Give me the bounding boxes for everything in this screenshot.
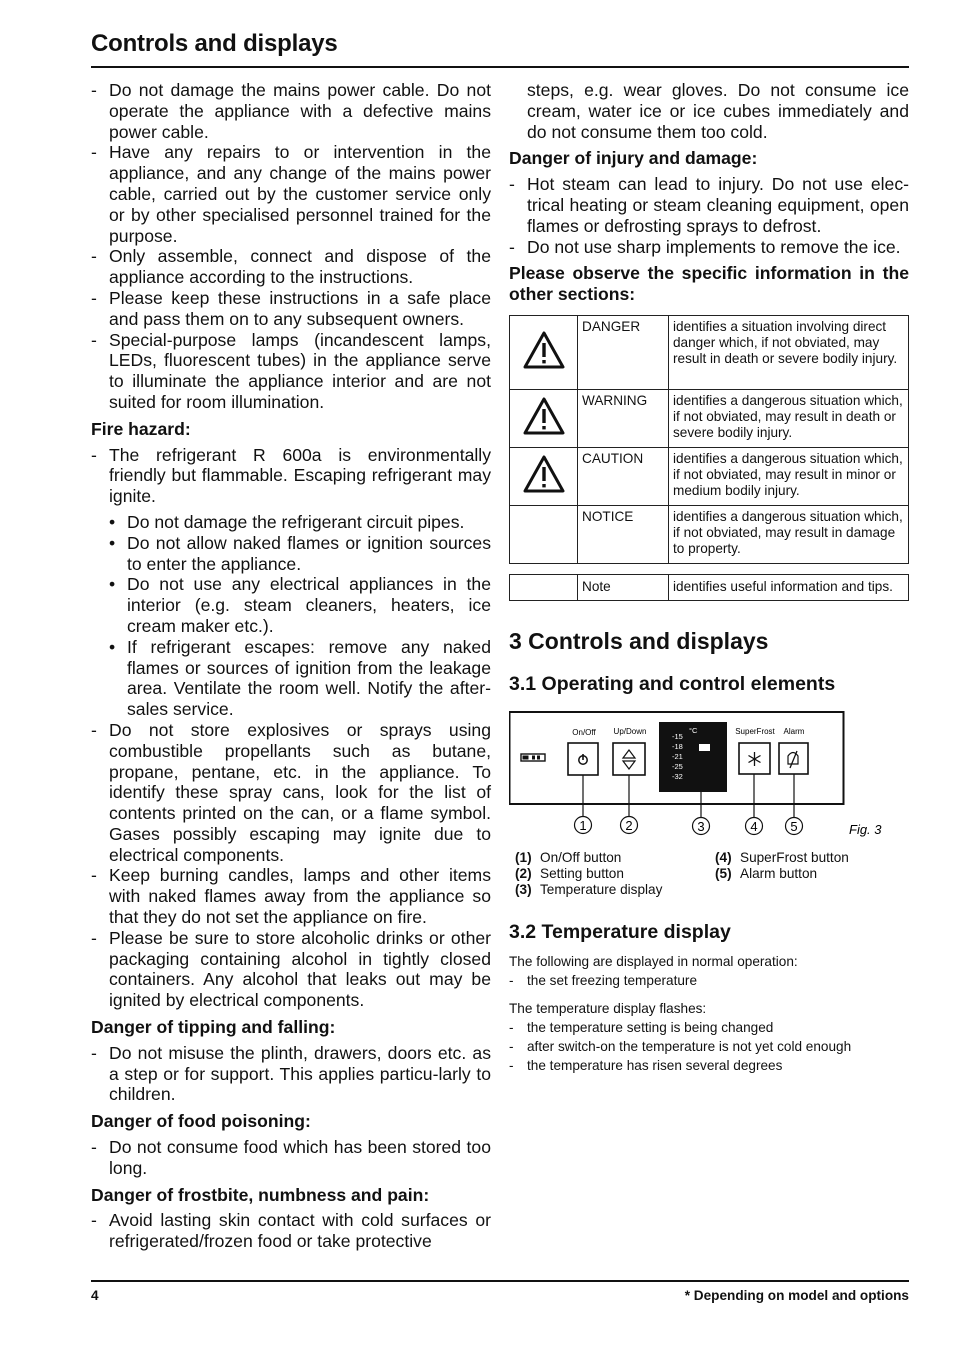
figure-label: Fig. 3 [849,821,882,837]
right-column [509,80,909,1075]
continued-text: steps, e.g. wear gloves. Do not consume ice cream, water ice or ice cubes immediately and do not consume them too cold. [527,80,909,142]
list-item: - Have any repairs to or intervention in the appliance, and any change of the mains power cable, carried out by the customer service only or by other specialised personnel trained for the purpose. [91,142,491,246]
injury-heading: Danger of injury and damage: [509,148,758,169]
signal-label: WARNING [578,389,669,447]
table-row [510,389,909,447]
list-item: - Please keep these instructions in a safe place and pass them on to any subsequent owners. [91,288,491,330]
caption-item: (3) Temperature display [515,881,663,897]
signal-description: identifies a dangerous situation which, if not obviated, may result in damage to property. [669,505,909,563]
list-item: - Hot steam can lead to injury. Do not use elec-trical heating or steam cleaning equipment, open flames or defrosting sprays to defrost. [509,174,909,236]
list-item: - the temperature has risen several degrees [509,1056,909,1075]
temp-value: -18 [672,741,683,751]
setting-button[interactable] [613,743,645,775]
list-item: - after switch-on the temperature is not yet cold enough [509,1037,909,1056]
table-row [510,505,909,563]
section-3-title: 3 Controls and displays [509,627,769,654]
observe-text: Please observe the specific information in the other sections: [509,263,909,305]
section-3-2-title: 3.2 Temperature display [509,920,731,943]
onoff-button[interactable] [568,743,598,775]
control-panel-figure [509,710,909,850]
list-item: - Only assemble, connect and dispose of the appliance according to the instructions. [91,246,491,288]
page-title: Controls and displays [91,30,338,57]
list-item: - The refrigerant R 600a is environmentally friendly but flammable. Escaping refrigerant may ignite. [91,445,491,507]
updown-label: Up/Down [613,726,647,736]
normal-intro: The following are displayed in normal operation: [509,953,798,969]
callout-2 [621,816,638,833]
signal-description: identifies a dangerous situation which, if not obviated, may result in death or severe bodily injury. [669,389,909,447]
temperature-display-text [509,952,909,1075]
list-item: - Avoid lasting skin contact with cold surfaces or refrigerated/frozen food or take protective [91,1210,491,1252]
flash-intro: The temperature display flashes: [509,1000,707,1016]
superfrost-button[interactable] [739,743,770,774]
temp-unit: °C [689,725,698,735]
figure-captions [509,850,909,902]
caption-item: (2) Setting button [515,865,624,881]
list-item: - the temperature setting is being changed [509,1018,909,1037]
control-panel-diagram [509,710,909,850]
signal-label: DANGER [578,315,669,389]
temp-value: -25 [672,761,683,771]
warning-triangle-icon [522,454,566,494]
signal-label: NOTICE [578,505,669,563]
callout-5 [786,817,803,834]
list-item: - Do not store explosives or sprays using combustible propellants such as butane, propane, pentane, etc. in the appliance. To identify these spray cans, look for the list of contents printed on the can, or a flame symbol. Gases possibly escaping may ignite due to electrical components. [91,720,491,866]
footer-note: * Depending on model and options [684,1288,909,1303]
signal-word-table [509,315,909,564]
caption-item: (5) Alarm button [715,865,818,881]
temp-value: -21 [672,751,683,761]
callout-3 [693,817,710,834]
tipping-heading: Danger of tipping and falling: [91,1017,336,1038]
temp-value: -32 [672,771,683,781]
caption-item: (4) SuperFrost button [715,849,849,865]
note-description: identifies useful information and tips. [669,574,909,600]
bullet-item: • If refrigerant escapes: remove any naked flames or sources of ignition from the leakage area. Ventilate the room well. Notify the after-sales service. [91,637,491,720]
table-row [510,574,909,600]
temp-value: -15 [672,731,683,741]
list-item: - Do not damage the mains power cable. Do not operate the appliance with a defective mains power cable. [91,80,491,142]
signal-description: identifies a situation involving direct danger which, if not obviated, may result in death or severe bodily injury. [669,315,909,389]
superfrost-label: SuperFrost [735,726,775,736]
callout-1 [575,816,592,833]
svg-text:4: 4 [750,818,758,834]
table-row [510,447,909,505]
temperature-display [659,722,727,792]
bullet-item: • Do not damage the refrigerant circuit pipes. [91,512,491,533]
svg-text:1: 1 [579,817,587,833]
callout-4 [746,817,763,834]
list-item: - Do not use sharp implements to remove the ice. [509,237,909,258]
warning-triangle-icon [522,330,566,370]
header-rule [91,66,909,68]
page-number: 4 [91,1288,99,1303]
svg-text:5: 5 [790,818,798,834]
signal-label: CAUTION [578,447,669,505]
svg-text:3: 3 [697,818,705,834]
list-item: - Keep burning candles, lamps and other items with naked flames away from the appliance so that they do not set the appliance on fire. [91,865,491,927]
note-label: Note [578,574,669,600]
bullet-item: • Do not use any electrical appliances in the interior (e.g. steam cleaners, heaters, ice cream maker etc.). [91,574,491,636]
list-item: - Do not misuse the plinth, drawers, doors etc. as a step or for support. This applies particu-larly to children. [91,1043,491,1105]
alarm-label: Alarm [783,726,805,736]
list-item: - Please be sure to store alcoholic drinks or other packaging containing alcohol in tightly closed containers. Any alcohol that leaks out may be ignited by electrical components. [91,928,491,1011]
brand-logo-icon [521,754,545,761]
list-item: - Special-purpose lamps (incandescent lamps, LEDs, fluorescent tubes) in the appliance serve to illuminate the appliance interior and are not suited for room illumination. [91,330,491,413]
bullet-item: • Do not allow naked flames or ignition sources to enter the appliance. [91,533,491,575]
warning-triangle-icon [522,396,566,436]
fire-hazard-heading: Fire hazard: [91,418,191,439]
left-column [91,80,491,1252]
section-3-1-title: 3.1 Operating and control elements [509,672,836,695]
note-table [509,574,909,601]
signal-description: identifies a dangerous situation which, if not obviated, may result in minor or medium bodily injury. [669,447,909,505]
alarm-button[interactable] [779,743,808,774]
food-poisoning-heading: Danger of food poisoning: [91,1111,311,1132]
onoff-label: On/Off [572,727,596,737]
caption-item: (1) On/Off button [515,849,622,865]
footer-rule [91,1280,909,1282]
list-item: - the set freezing temperature [509,971,909,990]
table-row [510,315,909,389]
list-item: - Do not consume food which has been stored too long. [91,1137,491,1179]
svg-text:2: 2 [625,817,633,833]
frostbite-heading: Danger of frostbite, numbness and pain: [91,1184,430,1205]
